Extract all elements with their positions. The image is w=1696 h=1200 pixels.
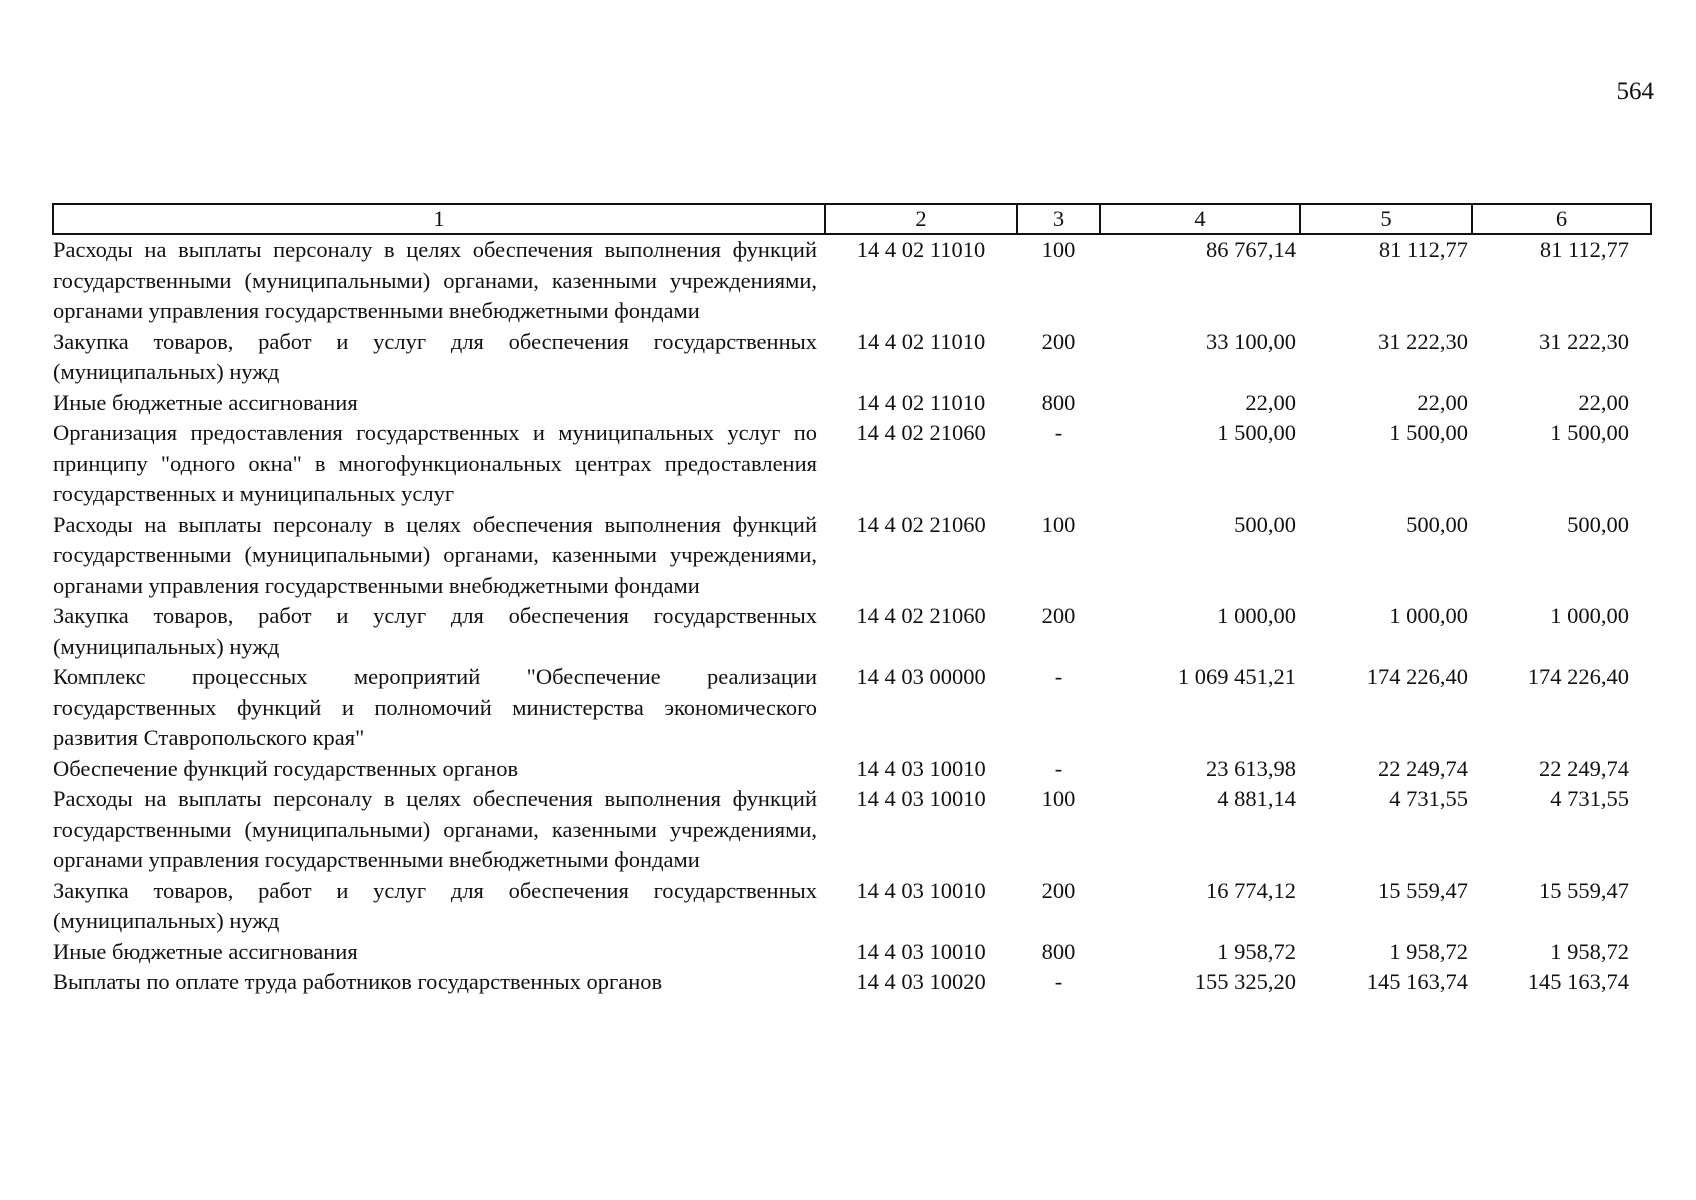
row-value-4: 86 767,14: [1206, 237, 1296, 262]
column-header-1: 1: [53, 204, 825, 234]
row-value-5: 15 559,47: [1378, 877, 1468, 903]
row-value-5: 1 958,72: [1389, 938, 1468, 964]
row-name: Комплекс процессных мероприятий "Обеспечение реализации государственных функций и полномочий министерства экономического развития Ставропольского края": [53, 664, 817, 750]
row-expense-type: 800: [1041, 938, 1076, 964]
row-value-6: 4 731,55: [1550, 786, 1629, 811]
row-expense-type: 200: [1041, 877, 1076, 903]
row-value-5: 31 222,30: [1378, 328, 1468, 354]
row-value-5: 4 731,55: [1389, 786, 1468, 811]
column-header-2: 2: [825, 204, 1017, 234]
column-header-4: 4: [1100, 204, 1300, 234]
table-row: [53, 327, 1651, 388]
row-name: Расходы на выплаты персоналу в целях обеспечения выполнения функций государственными (муниципальными) органами, казенными учреждениями, органами управления государственными внебюджетными фондами: [53, 511, 817, 598]
row-code: 14 4 02 11010: [856, 328, 986, 354]
table-row: [53, 510, 1651, 602]
row-value-4: 22,00: [1245, 389, 1296, 415]
row-code: 14 4 03 10010: [856, 938, 986, 964]
row-value-5: 500,00: [1406, 511, 1468, 537]
row-expense-type: 200: [1041, 328, 1076, 354]
row-value-4: 155 325,20: [1194, 969, 1296, 994]
column-header-5: 5: [1300, 204, 1472, 234]
row-name: Выплаты по оплате труда работников государственных органов: [53, 969, 663, 994]
row-code: 14 4 03 00000: [856, 664, 986, 689]
row-expense-type: -: [1054, 969, 1063, 994]
row-expense-type: 100: [1041, 511, 1076, 537]
table-row: [53, 662, 1651, 754]
row-value-6: 500,00: [1567, 511, 1629, 537]
row-value-6: 15 559,47: [1539, 877, 1629, 903]
row-value-4: 1 069 451,21: [1177, 664, 1296, 689]
row-expense-type: -: [1054, 420, 1063, 445]
table-header: [53, 204, 1651, 234]
row-code: 14 4 03 10020: [856, 969, 986, 994]
row-value-4: 33 100,00: [1206, 328, 1296, 354]
row-code: 14 4 02 11010: [856, 389, 986, 415]
row-value-5: 1 000,00: [1389, 603, 1468, 628]
row-name: Расходы на выплаты персоналу в целях обеспечения выполнения функций государственными (муниципальными) органами, казенными учреждениями, органами управления государственными внебюджетными фондами: [53, 786, 817, 872]
row-name: Обеспечение функций государственных органов: [53, 755, 519, 781]
table-row: [53, 876, 1651, 937]
row-name: Закупка товаров, работ и услуг для обеспечения государственных (муниципальных) нужд: [53, 877, 817, 933]
page-number: 564: [1616, 78, 1654, 105]
row-code: 14 4 02 21060: [856, 511, 986, 537]
row-name: Расходы на выплаты персоналу в целях обеспечения выполнения функций государственными (муниципальными) органами, казенными учреждениями, органами управления государственными внебюджетными фондами: [53, 237, 817, 323]
row-value-5: 174 226,40: [1366, 664, 1468, 689]
row-value-4: 16 774,12: [1206, 877, 1296, 903]
header-row: [53, 204, 1651, 234]
row-expense-type: 800: [1041, 389, 1076, 415]
table-row: [53, 937, 1651, 968]
column-header-6: 6: [1472, 204, 1651, 234]
row-code: 14 4 02 21060: [856, 420, 986, 445]
row-name: Закупка товаров, работ и услуг для обеспечения государственных (муниципальных) нужд: [53, 328, 817, 384]
row-code: 14 4 03 10010: [856, 755, 986, 781]
row-code: 14 4 03 10010: [856, 877, 986, 903]
row-value-6: 22 249,74: [1539, 755, 1629, 781]
table-row: [53, 784, 1651, 876]
row-value-6: 1 500,00: [1550, 420, 1629, 445]
row-value-4: 1 958,72: [1217, 938, 1296, 964]
row-value-4: 1 000,00: [1217, 603, 1296, 628]
table-row: [53, 418, 1651, 510]
row-expense-type: 100: [1041, 237, 1076, 262]
row-value-5: 145 163,74: [1366, 969, 1468, 994]
row-value-4: 1 500,00: [1217, 420, 1296, 445]
table-row: [53, 388, 1651, 419]
row-expense-type: -: [1054, 755, 1063, 781]
row-code: 14 4 02 21060: [856, 603, 986, 628]
row-value-4: 4 881,14: [1217, 786, 1296, 811]
table-row: [53, 234, 1651, 327]
table-body: [53, 234, 1651, 998]
row-name: Организация предоставления государственных и муниципальных услуг по принципу "одного окна" в многофункциональных центрах предоставления государственных и муниципальных услуг: [53, 420, 817, 506]
row-value-5: 1 500,00: [1389, 420, 1468, 445]
row-value-6: 1 000,00: [1550, 603, 1629, 628]
row-expense-type: 200: [1041, 603, 1076, 628]
row-value-5: 22,00: [1417, 389, 1468, 415]
row-name: Иные бюджетные ассигнования: [53, 389, 358, 415]
column-header-3: 3: [1017, 204, 1100, 234]
row-value-4: 500,00: [1234, 511, 1296, 537]
row-value-6: 1 958,72: [1550, 938, 1629, 964]
budget-table: [52, 203, 1652, 998]
row-code: 14 4 03 10010: [856, 786, 986, 811]
row-value-6: 81 112,77: [1539, 237, 1629, 262]
row-expense-type: -: [1054, 664, 1063, 689]
row-value-6: 145 163,74: [1527, 969, 1629, 994]
row-value-4: 23 613,98: [1206, 755, 1296, 781]
row-value-6: 31 222,30: [1539, 328, 1629, 354]
row-code: 14 4 02 11010: [856, 237, 986, 262]
row-value-6: 174 226,40: [1527, 664, 1629, 689]
table-row: [53, 601, 1651, 662]
row-value-5: 81 112,77: [1378, 237, 1468, 262]
row-value-5: 22 249,74: [1378, 755, 1468, 781]
row-name: Закупка товаров, работ и услуг для обеспечения государственных (муниципальных) нужд: [53, 603, 817, 659]
table-row: [53, 967, 1651, 998]
table-row: [53, 754, 1651, 785]
row-name: Иные бюджетные ассигнования: [53, 938, 358, 964]
row-expense-type: 100: [1041, 786, 1076, 811]
row-value-6: 22,00: [1578, 389, 1629, 415]
